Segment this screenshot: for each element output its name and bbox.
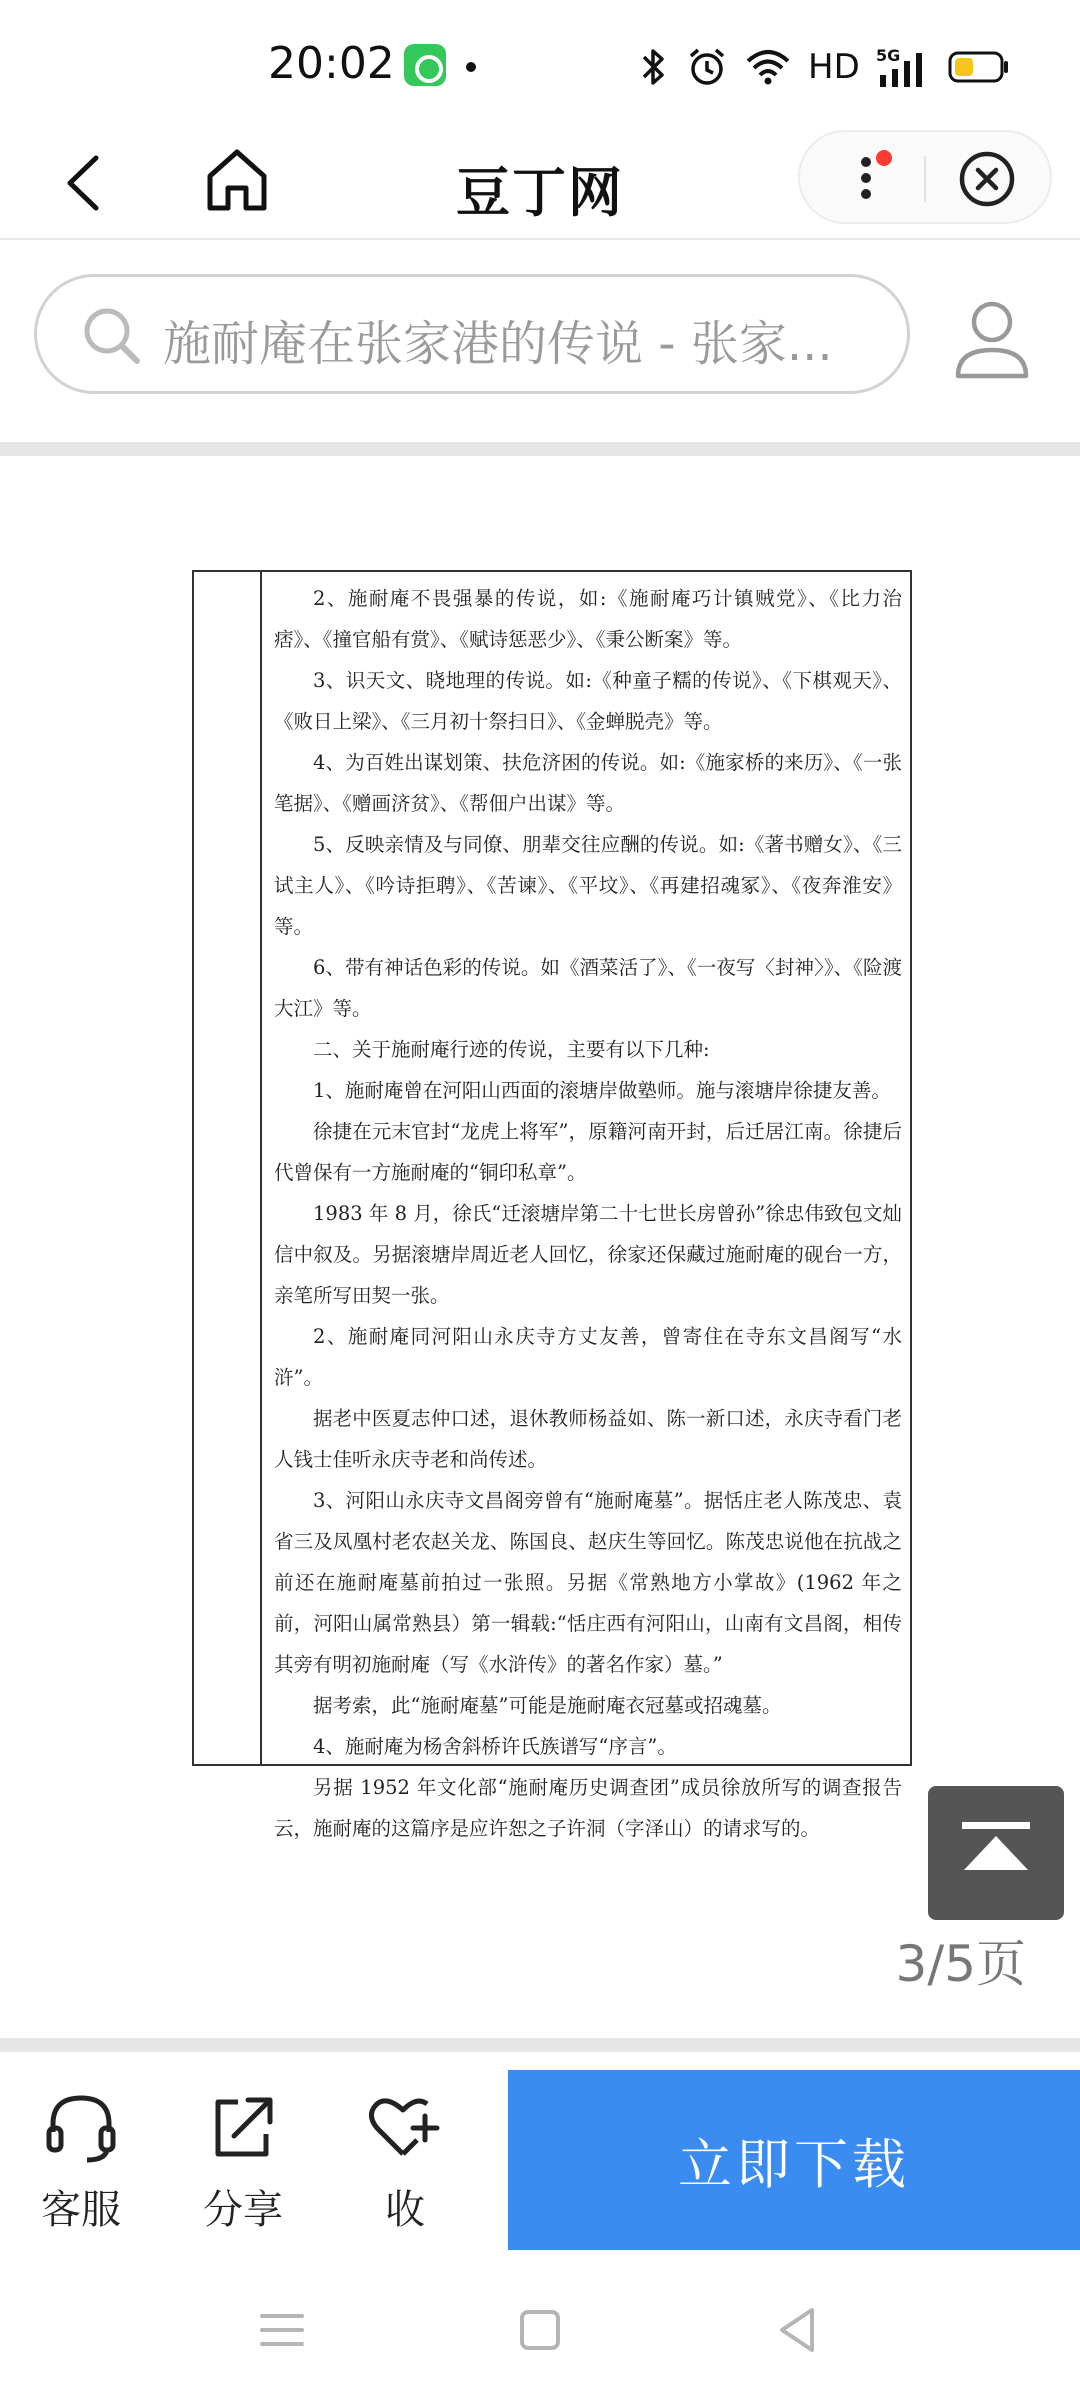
recent-apps-button[interactable] (252, 2300, 312, 2360)
signal-5g-icon (876, 45, 932, 89)
more-icon (842, 148, 902, 208)
bottom-action-bar (0, 2070, 1080, 2250)
capsule-divider (924, 156, 926, 202)
headset-icon (43, 2092, 119, 2164)
search-icon (79, 303, 145, 369)
menu-icon (252, 2300, 312, 2360)
search-bar[interactable] (34, 274, 910, 394)
mini-program-capsule (798, 130, 1052, 224)
user-icon (952, 296, 1032, 382)
square-icon (510, 2300, 570, 2360)
document-paragraph: 6、带有神话色彩的传说。如《酒菜活了》、《一夜写〈封神〉》、《险渡大江》等。 (274, 956, 902, 1020)
search-input[interactable]: 施耐庵在张家港的传说 - 张家... (163, 316, 833, 372)
status-icons (636, 42, 1010, 92)
document-page (192, 570, 912, 1840)
document-content (274, 578, 902, 1849)
customer-service-label: 客服 (41, 2187, 121, 2233)
alarm-icon (686, 46, 728, 88)
app-notification-icon (404, 44, 446, 86)
svg-text:5G: 5G (875, 46, 901, 65)
bottom-divider (0, 2038, 1080, 2052)
triangle-back-icon (768, 2300, 828, 2360)
document-paragraph: 徐捷在元末官封“龙虎上将军”，原籍河南开封，后迁居江南。徐捷后代曾保有一方施耐庵的“铜印私章”。 (274, 1120, 902, 1184)
app-header (0, 130, 1080, 240)
home-nav-button[interactable] (510, 2300, 570, 2360)
scroll-top-icon (928, 1786, 1064, 1920)
heart-add-icon (367, 2092, 443, 2164)
status-time: 20:02 (268, 38, 395, 89)
user-button[interactable] (952, 296, 1032, 382)
document-paragraph: 1983 年 8 月，徐氏“迁滚塘岸第二十七世长房曾孙”徐忠伟致包文灿信中叙及。另据滚塘岸周近老人回忆，徐家还保藏过施耐庵的砚台一方，亲笔所写田契一张。 (274, 1202, 902, 1307)
document-paragraph: 2、施耐庵同河阳山永庆寺方丈友善，曾寄住在寺东文昌阁写“水浒”。 (274, 1325, 902, 1389)
document-paragraph: 4、为百姓出谋划策、扶危济困的传说。如:《施家桥的来历》、《一张笔据》、《赠画济贫》、《帮佃户出谋》等。 (274, 751, 902, 815)
battery-icon (948, 50, 1010, 84)
close-button[interactable] (956, 148, 1018, 210)
document-paragraph: 5、反映亲情及与同僚、朋辈交往应酬的传说。如:《著书赠女》、《三试主人》、《吟诗拒聘》、《苦谏》、《平坟》、《再建招魂冢》、《夜奔淮安》等。 (274, 833, 902, 938)
document-paragraph: 2、施耐庵不畏强暴的传说，如:《施耐庵巧计镇贼党》、《比力治痞》、《撞官船有赏》、《赋诗惩恶少》、《秉公断案》等。 (274, 587, 902, 651)
wifi-icon (744, 47, 792, 87)
favorite-button[interactable] (340, 2092, 470, 2235)
notification-dot (466, 62, 476, 72)
document-paragraph: 3、河阳山永庆寺文昌阁旁曾有“施耐庵墓”。据恬庄老人陈茂忠、袁省三及凤凰村老农赵关龙、陈国良、赵庆生等回忆。陈茂忠说他在抗战之前还在施耐庵墓前拍过一张照。另据《常熟地方小掌故》(1962 年之前，河阳山属常熟县）第一辑载:“恬庄西有河阳山，山南有文昌阁，相传其旁有明初施耐庵（写《水浒传》的著名作家）墓。” (274, 1489, 902, 1676)
document-table-left-column (194, 572, 262, 1764)
customer-service-button[interactable] (16, 2092, 146, 2235)
favorite-label: 收 (385, 2187, 425, 2233)
document-paragraph: 1、施耐庵曾在河阳山西面的滚塘岸做塾师。施与滚塘岸徐捷友善。 (313, 1079, 891, 1102)
network-hd-label: HD (808, 47, 860, 87)
download-button[interactable]: 立即下载 (508, 2070, 1080, 2250)
system-nav-bar (0, 2280, 1080, 2376)
back-nav-button[interactable] (768, 2300, 828, 2360)
section-divider (0, 442, 1080, 456)
share-label: 分享 (203, 2187, 283, 2233)
bluetooth-icon (636, 45, 670, 89)
header-divider (0, 238, 1080, 240)
document-paragraph: 3、识天文、晓地理的传说。如:《种童子糯的传说》、《下棋观天》、《败日上梁》、《三月初十祭扫日》、《金蝉脱壳》等。 (274, 669, 902, 733)
more-button[interactable] (842, 148, 902, 208)
scroll-top-button[interactable] (928, 1786, 1064, 1920)
document-paragraph: 4、施耐庵为杨舍斜桥许氏族谱写“序言”。 (313, 1735, 677, 1758)
close-icon (956, 148, 1018, 210)
page-indicator: 3/5页 (895, 1935, 1026, 1993)
document-paragraph: 据考索，此“施耐庵墓”可能是施耐庵衣冠墓或招魂墓。 (313, 1694, 782, 1717)
page-title: 豆丁网 (456, 161, 624, 224)
document-paragraph: 二、关于施耐庵行迹的传说，主要有以下几种: (313, 1038, 710, 1061)
document-paragraph: 据老中医夏志仲口述，退休教师杨益如、陈一新口述，永庆寺看门老人钱士佳听永庆寺老和尚传述。 (274, 1407, 902, 1471)
share-button[interactable] (178, 2092, 308, 2235)
document-paragraph: 另据 1952 年文化部“施耐庵历史调查团”成员徐放所写的调查报告云，施耐庵的这篇序是应许恕之子许洞（字泽山）的请求写的。 (274, 1776, 902, 1840)
share-icon (208, 2092, 278, 2164)
status-bar (0, 0, 1080, 130)
